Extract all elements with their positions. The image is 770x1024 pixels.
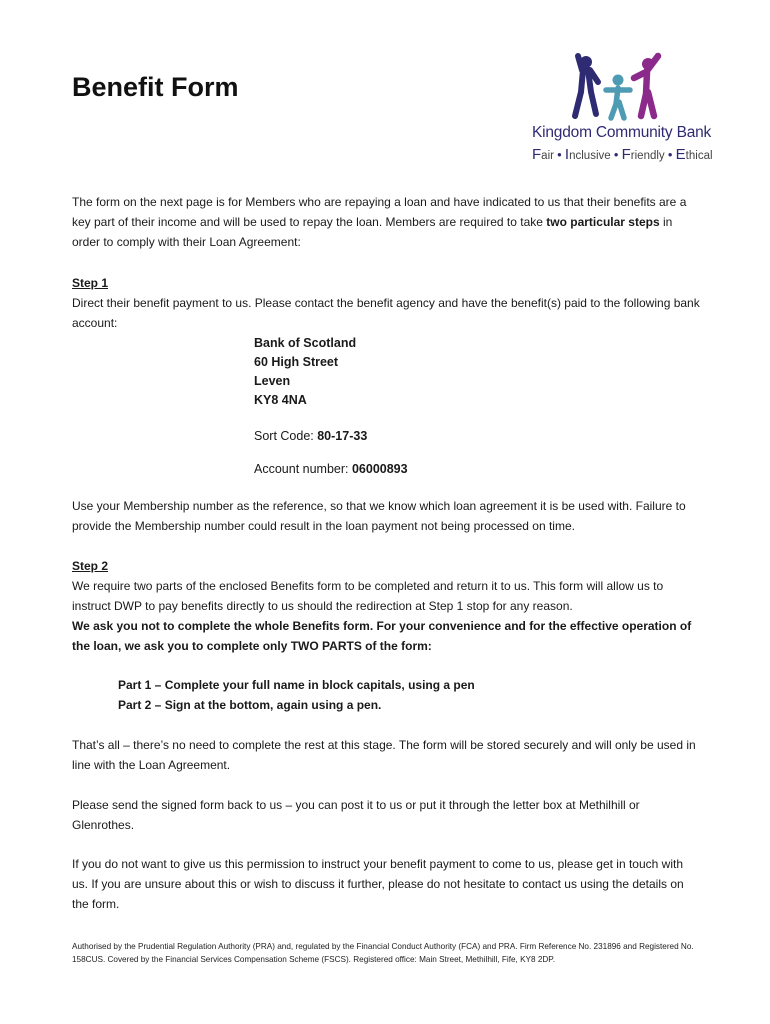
- step2-bold-text: We ask you not to complete the whole Benefits form. For your convenience and for the effective operation of the loan, we ask you to complete only TWO PARTS of the form:: [72, 619, 692, 653]
- bullet-icon: •: [557, 147, 562, 162]
- list-item: Part 1 – Complete your full name in block capitals, using a pen: [118, 678, 475, 692]
- bank-address: [254, 334, 356, 410]
- address-line: Leven: [254, 374, 291, 388]
- regulatory-footer: Authorised by the Prudential Regulation Authority (PRA) and, regulated by the Financial Conduct Authority (FCA) and PRA. Firm Reference No. 231896 and Registered No. 158CUS. Covered by the Financial Services Compensation Scheme (FSCS). Registered office: Main Street, Methilhill, Fife, KY8 2DP.: [72, 942, 694, 964]
- closing-paragraph-1: That’s all – there’s no need to complete the rest at this stage. The form will be stored securely and will only be used in line with the Loan Agreement.: [72, 738, 696, 772]
- address-line: 60 High Street: [254, 355, 339, 369]
- form-parts-list: [118, 675, 475, 715]
- step2-section: [72, 556, 702, 656]
- bullet-icon: •: [613, 147, 619, 162]
- step1-heading: Step 1: [72, 276, 109, 290]
- account-number: Account number: 06000893: [254, 462, 408, 476]
- logo-bank-name: Kingdom Community Bank: [532, 124, 712, 141]
- reference-note: Use your Membership number as the reference, so that we know which loan agreement it is be used with. Failure to provide the Membership number could result in the loan payment not being processed on time.: [72, 499, 686, 533]
- step1-text: Direct their benefit payment to us. Please contact the benefit agency and have the benefit(s) paid to the following bank account:: [72, 296, 700, 330]
- closing-paragraph-2: Please send the signed form back to us – you can post it to us or put it through the letter box at Methilhill or Glenrothes.: [72, 798, 640, 832]
- address-line: Bank of Scotland: [254, 336, 357, 350]
- sort-code: Sort Code: 80-17-33: [254, 429, 368, 443]
- closing-paragraph-3: If you do not want to give us this permission to instruct your benefit payment to come to us, please get in touch with us. If you are unsure about this or wish to discuss it further, please do not hesitate to contact us using the details on the form.: [72, 857, 684, 911]
- step1-section: [72, 273, 702, 333]
- address-line: KY8 4NA: [254, 393, 307, 407]
- bank-logo: [528, 52, 718, 167]
- intro-paragraph: The form on the next page is for Members who are repaying a loan and have indicated to us that their benefits are a key part of their income and will be used to repay the loan. Members are required to take two particular steps in order to comply with their Loan Agreement:: [72, 195, 687, 249]
- logo-tagline: Fair • Inclusive • Friendly • Ethical: [532, 146, 713, 163]
- bullet-icon: •: [667, 147, 673, 162]
- step2-text: We require two parts of the enclosed Benefits form to be completed and return it to us. This form will allow us to instruct DWP to pay benefits directly to us should the redirection at Step 1 stop for any reason.: [72, 579, 664, 613]
- page-title: Benefit Form: [72, 72, 239, 102]
- people-figures-icon: [568, 52, 668, 122]
- step2-heading: Step 2: [72, 559, 109, 573]
- list-item: Part 2 – Sign at the bottom, again using a pen.: [118, 698, 382, 712]
